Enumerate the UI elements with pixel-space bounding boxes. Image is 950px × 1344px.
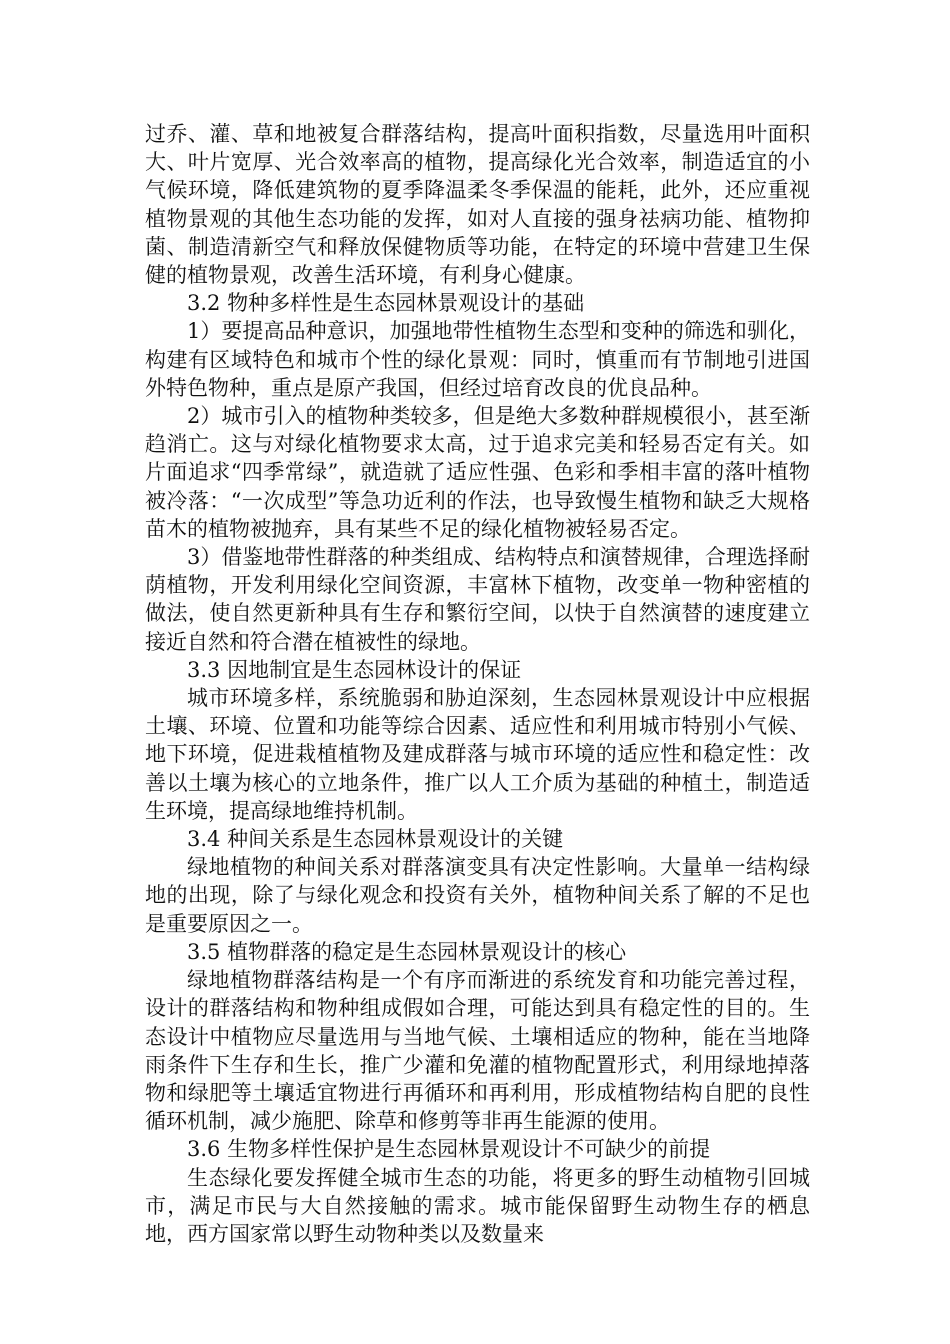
paragraph-3-4: 绿地植物的种间关系对群落演变具有决定性影响。大量单一结构绿地的出现，除了与绿化观念和投资有关外，植物种间关系了解的不足也是重要原因之一。 [145, 855, 810, 936]
section-heading-3-5: 3.5 植物群落的稳定是生态园林景观设计的核心 [187, 939, 627, 964]
document-body [145, 120, 810, 1248]
paragraph-3-5: 绿地植物群落结构是一个有序而渐进的系统发育和功能完善过程，设计的群落结构和物种组成假如合理，可能达到具有稳定性的目的。生态设计中植物应尽量选用与当地气候、土壤相适应的物种，能在当地降雨条件下生存和生长，推广少灌和免灌的植物配置形式，利用绿地掉落物和绿肥等土壤适宜物进行再循环和再利用，形成植物结构自肥的良性循环机制，减少施肥、除草和修剪等非再生能源的使用。 [145, 968, 810, 1134]
paragraph-3-2-item-3: 3）借鉴地带性群落的种类组成、结构特点和演替规律，合理选择耐荫植物，开发利用绿化空间资源，丰富林下植物，改变单一物种密植的做法，使自然更新种具有生存和繁衍空间，以快于自然演替的速度建立接近自然和符合潜在植被性的绿地。 [145, 545, 810, 654]
paragraph-intro-continuation: 过乔、灌、草和地被复合群落结构，提高叶面积指数，尽量选用叶面积大、叶片宽厚、光合效率高的植物，提高绿化光合效率，制造适宜的小气候环境，降低建筑物的夏季降温柔冬季保温的能耗，此外，还应重视植物景观的其他生态功能的发挥，如对人直接的强身祛病功能、植物抑菌、制造清新空气和释放保健物质等功能，在特定的环境中营建卫生保健的植物景观，改善生活环境，有利身心健康。 [145, 122, 810, 288]
paragraph-3-2-item-1: 1）要提高品种意识，加强地带性植物生态型和变种的筛选和驯化，构建有区域特色和城市个性的绿化景观：同时，慎重而有节制地引进国外特色物种，重点是原产我国，但经过培育改良的优良品种。 [145, 319, 810, 400]
paragraph-3-3: 城市环境多样，系统脆弱和胁迫深刻，生态园林景观设计中应根据土壤、环境、位置和功能等综合因素、适应性和利用城市特别小气候、地下环境，促进栽植植物及建成群落与城市环境的适应性和稳定性：改善以土壤为核心的立地条件，推广以人工介质为基础的种植土，制造适生环境，提高绿地维持机制。 [145, 686, 810, 823]
section-heading-3-4: 3.4 种间关系是生态园林景观设计的关键 [187, 827, 564, 852]
section-heading-3-2: 3.2 物种多样性是生态园林景观设计的基础 [187, 291, 585, 316]
section-heading-3-3: 3.3 因地制宜是生态园林设计的保证 [187, 657, 522, 682]
paragraph-3-2-item-2: 2）城市引入的植物种类较多，但是绝大多数种群规模很小，甚至渐趋消亡。这与对绿化植物要求太高，过于追求完美和轻易否定有关。如片面追求“四季常绿”，就造就了适应性强、色彩和季相丰富的落叶植物被冷落：“一次成型”等急功近利的作法，也导致慢生植物和缺乏大规格苗木的植物被抛弃，具有某些不足的绿化植物被轻易否定。 [145, 404, 810, 541]
section-heading-3-6: 3.6 生物多样性保护是生态园林景观设计不可缺少的前提 [187, 1137, 711, 1162]
paragraph-3-6: 生态绿化要发挥健全城市生态的功能，将更多的野生动植物引回城市，满足市民与大自然接触的需求。城市能保留野生动物生存的栖息地，西方国家常以野生动物种类以及数量来 [145, 1165, 810, 1246]
